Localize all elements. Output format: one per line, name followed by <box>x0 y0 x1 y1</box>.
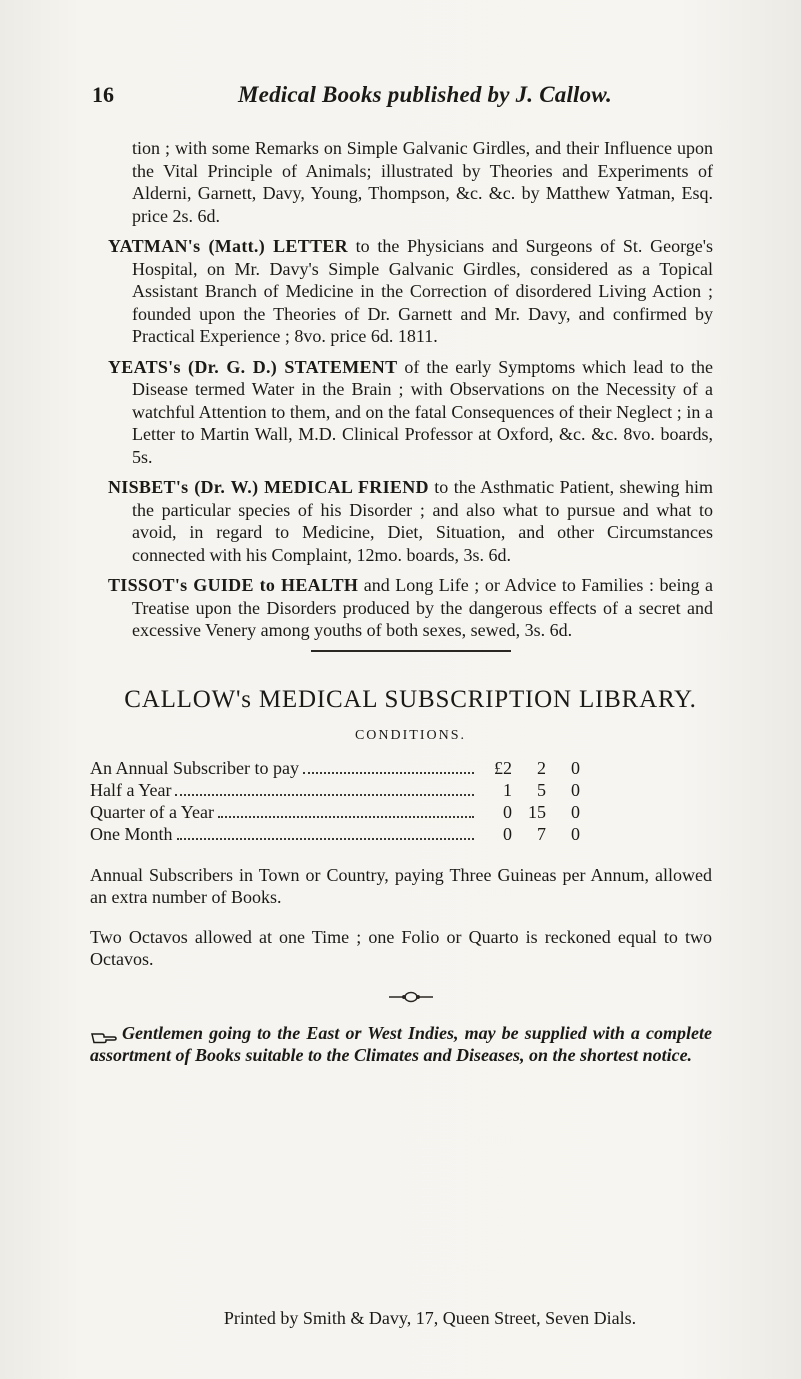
notice <box>90 1022 712 1066</box>
fee-label: One Month <box>90 823 173 844</box>
fee-label: An Annual Subscriber to pay <box>90 757 299 778</box>
printer-imprint: Printed by Smith & Davy, 17, Queen Street, Seven Dials. <box>223 1308 637 1328</box>
catalogue-entry <box>108 476 713 566</box>
section-divider <box>311 650 511 652</box>
fee-pounds: 0 <box>503 801 512 822</box>
fee-pounds: 1 <box>503 779 512 800</box>
fee-row <box>90 780 580 802</box>
fee-pence: 0 <box>571 801 580 822</box>
library-title: CALLOW's MEDICAL SUBSCRIPTION LIBRARY. <box>124 685 697 713</box>
fee-row <box>90 802 580 824</box>
fee-shillings: 15 <box>528 801 546 822</box>
fee-row <box>90 824 580 846</box>
dot-leader <box>303 771 474 774</box>
catalogue-entry <box>108 235 713 348</box>
running-head: Medical Books published by J. Callow. <box>238 82 612 107</box>
fee-pounds: £2 <box>494 757 512 778</box>
fee-pence: 0 <box>571 757 580 778</box>
fee-pounds: 0 <box>503 823 512 844</box>
notice-text: Gentlemen going to the East or West Indies, may be supplied with a complete assortment of Books suitable to the Climates and Diseases, on the shortest notice. <box>90 1022 712 1065</box>
octavo-note: Two Octavos allowed at one Time ; one Folio or Quarto is reckoned equal to two Octavos. <box>90 926 712 969</box>
fee-pence: 0 <box>571 779 580 800</box>
entry-text: of the early Symptoms which lead to the Disease termed Water in the Brain ; with Observations on the Necessity of a watchful Attention to them, and on the fatal Consequences of their Neglect ; in a Letter to Martin Wall, M.D. Clinical Professor at Oxford, &c. &c. 8vo. boards, 5s. <box>132 356 713 467</box>
entry-lead: YATMAN's (Matt.) LETTER <box>108 236 348 256</box>
ornament-icon <box>108 990 713 1004</box>
catalogue-entry <box>108 574 713 642</box>
entry-text: and Long Life ; or Advice to Families : being a Treatise upon the Disorders produced by the dangerous effects of a secret and excessive Venery among youths of both sexes, sewed, 3s. 6d. <box>132 575 713 640</box>
catalogue-entry <box>108 137 713 227</box>
fee-row <box>90 758 580 780</box>
entry-text: to the Physicians and Surgeons of St. George's Hospital, on Mr. Davy's Simple Galvanic Girdles, considered as a Topical Assistant Branch of Medicine in the Correction of disordered Living Action ; founded upon the Theories of Dr. Garnett and Mr. Davy, and confirmed by Practical Experience ; 8vo. price 6d. 1811. <box>132 236 714 346</box>
catalogue-entry <box>108 356 713 469</box>
page-number: 16 <box>92 82 114 107</box>
pointing-hand-icon <box>90 1027 118 1041</box>
fee-shillings: 7 <box>537 823 546 844</box>
fee-label: Half a Year <box>90 779 172 800</box>
dot-leader <box>177 837 475 840</box>
fee-shillings: 5 <box>537 779 546 800</box>
conditions-heading: CONDITIONS. <box>354 727 467 743</box>
fee-shillings: 2 <box>537 757 546 778</box>
dot-leader <box>175 793 474 796</box>
entry-text: to the Asthmatic Patient, shewing him the particular species of his Disorder ; and also what to pursue and what to avoid, in regard to Medicine, Diet, Situation, and other Circumstances connected with his Complaint, 12mo. boards, 3s. 6d. <box>132 477 713 565</box>
entry-lead: YEATS's (Dr. G. D.) STATEMENT <box>108 356 398 377</box>
entry-lead: NISBET's (Dr. W.) MEDICAL FRIEND <box>108 477 429 497</box>
entry-text: tion ; with some Remarks on Simple Galvanic Girdles, and their Influence upon the Vital Principle of Animals; illustrated by Theories and Experiments of Alderni, Garnett, Davy, Young, Thompson, &c. &c. by Matthew Yatman, Esq. price 2s. 6d. <box>132 138 713 226</box>
page-header <box>92 82 712 116</box>
dot-leader <box>218 815 474 818</box>
fee-pence: 0 <box>571 823 580 844</box>
fee-label: Quarter of a Year <box>90 801 214 822</box>
fee-table <box>90 758 580 846</box>
subscription-note: Annual Subscribers in Town or Country, paying Three Guineas per Annum, allowed an extra number of Books. <box>90 864 712 907</box>
entry-lead: TISSOT's GUIDE to HEALTH <box>108 575 359 595</box>
page-content <box>90 137 714 1084</box>
